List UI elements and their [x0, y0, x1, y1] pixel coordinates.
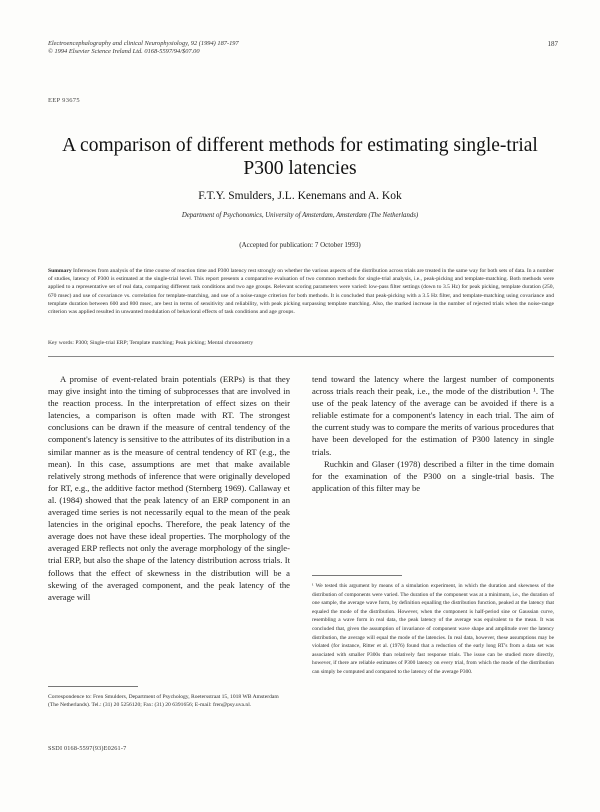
- keywords-text: P300; Single-trial ERP; Template matching; Peak picking; Mental chronometry: [75, 340, 254, 346]
- correspondence-note: Correspondence to: Fren Smulders, Department of Psychology, Roetersstraat 15, 1018 WB Amsterdam (The Netherlands). Tel.: (31) 20 5256120; Fax: (31) 20 6391656; E-mail: fren@psy.uva.nl.: [48, 694, 279, 709]
- article-title: A comparison of different methods for estimating single-trial P300 latencies: [62, 135, 538, 179]
- journal-header: [48, 40, 508, 56]
- journal-citation: Electroencephalography and clinical Neurophysiology, 92 (1994) 187-197: [48, 40, 239, 47]
- abstract-label: Summary: [48, 268, 72, 274]
- author-list: F.T.Y. Smulders, J.L. Kenemans and A. Kok: [198, 190, 402, 202]
- section-divider: [48, 356, 554, 357]
- footnote-divider: [312, 575, 402, 576]
- body-column-right: [312, 373, 554, 494]
- body-paragraph: Ruchkin and Glaser (1978) described a filter in the time domain for the examination of the P300 on a single-trial basis. The application of this filter may be: [312, 458, 554, 493]
- body-paragraph: tend toward the latency where the largest number of components across trials reach their peak, i.e., the mode of the distribution ¹. The use of the peak latency of the average can be avoided if there is a reliable estimate for a component's latency in each trial. The aim of the current study was to compare the merits of various procedures that have been developed for the estimation of P300 latency in single trials.: [312, 374, 554, 457]
- affiliation: Department of Psychonomics, University of Amsterdam, Amsterdam (The Netherlands): [181, 212, 419, 219]
- acceptance-date: (Accepted for publication: 7 October 1993): [239, 241, 361, 249]
- body-paragraph: A promise of event-related brain potentials (ERPs) is that they may give insight into the timing of subprocesses that are involved in the reaction process. In the interpretation of effect sizes on their latencies, a comparison is often made with RT. The strongest conclusions can be drawn if the measure of central tendency of the component's latency is sensitive to the attributes of its distribution in a similar manner as is the measure of central tendency of RT (e.g., the mean). In this case, assumptions are met that make available relatively strong methods of inference that were originally developed for RT, e.g., the additive factor method (Sternberg 1969). Callaway et al. (1984) showed that the peak latency of an ERP component in an averaged time series is not necessarily equal to the mean of the peak latencies in the original epochs. Therefore, the peak latency of the average does not have these ideal properties. The morphology of the averaged ERP reflects not only the average morphology of the single-trial ERP, but also the shape of the latency distribution across trials. It follows that the effect of skewness in the distribution will be a skewing of the averaged component, and the peak latency of the average will: [48, 374, 290, 602]
- body-column-left: [48, 373, 290, 603]
- abstract-text: Inferences from analysis of the time course of reaction time and P300 latency rest strongly on whether the various aspects of the distribution across trials are treated in the same way for both sets of data. In a number of studies, latency of P300 is estimated at the single-trial level. This report presents a comparative evaluation of two common methods for single-trial analysis, i.e., peak-picking and template-matching. Both methods were applied to a representative set of real data, comparing different task conditions and two age groups. Relevant scoring parameters were varied: low-pass filter settings (down to 3.5 Hz) for peak picking, template duration (250, 670 msec) and use of covariance vs. correlation for template-matching, and use of a noise-range criterion for both methods. It is concluded that peak-picking with a 3.5 Hz filter, and template-matching using covariance and template duration between 600 and 800 msec, are best in terms of sensitivity and reliability, with peak picking surpassing template matching. Also, the marked increase in the number of rejected trials when the noise-range criterion was applied resulted in unwanted modulation of behavioral effects of task conditions and age groups.: [48, 268, 554, 316]
- footnote: ¹ We tested this argument by means of a simulation experiment, in which the duration and skewness of the distribution of components were varied. The duration of the component was at a minimum, i.e., the duration of one sample, the average wave form, by definition equalling the distribution function, peaked at the latency that equaled the mode of the distribution. However, when the component is half-period sine or Gaussian curve, resembling a wave form in real data, the peak latency of the average was equivalent to the mean. It was concluded that, given the assumption of invariance of component wave shape and amplitude over the latency distribution, the average will equal the mode of the latencies. In real data, however, these assumptions may be violated (for instance, Ritter et al. (1976) found that a reduction of the early long RT's from a data set was associated with smaller P300s than relatively fast response trials. The issue can be studied more directly, however, if there are reliable estimates of P300 latency on every trial, from which the mode of the distribution can simply be computed and compared to the latency of the average P300.: [312, 583, 554, 675]
- abstract: [48, 267, 554, 316]
- page-number: 187: [547, 40, 558, 48]
- keywords: [48, 340, 554, 346]
- correspondence-divider: [48, 686, 138, 687]
- keywords-label: Key words:: [48, 340, 74, 346]
- article-code: EEP 93675: [48, 97, 80, 104]
- publisher-line: © 1994 Elsevier Science Ireland Ltd. 0168-5597/94/$07.00: [48, 48, 200, 55]
- ssdi-code: SSDI 0168-5597(93)E0261-7: [48, 745, 127, 752]
